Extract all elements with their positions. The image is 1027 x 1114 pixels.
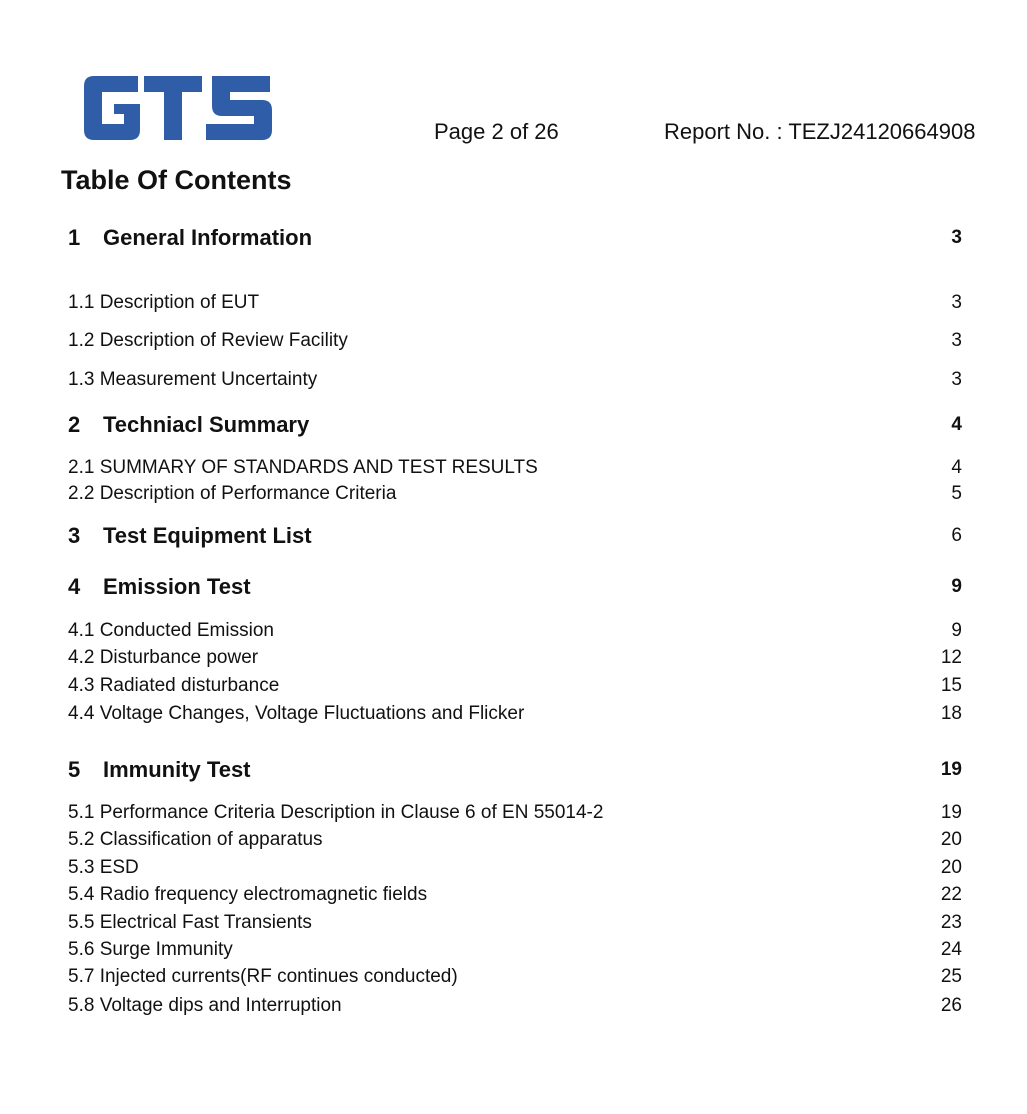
toc-item-label: 5.1 Performance Criteria Description in Clause 6 of EN 55014-2: [68, 802, 604, 823]
toc-item-2-1[interactable]: [68, 455, 962, 481]
toc-item-1-3[interactable]: [68, 367, 962, 393]
toc-page-number: 12: [940, 647, 962, 668]
toc-page-number: 25: [940, 966, 962, 987]
toc-item-5-1[interactable]: [68, 800, 962, 826]
toc-item-label: 4.1 Conducted Emission: [68, 620, 274, 641]
toc-item-5-7[interactable]: [68, 964, 962, 990]
toc-section-number: 2: [68, 412, 81, 437]
toc-item-label: 4.2 Disturbance power: [68, 647, 259, 668]
toc-page-number: 3: [951, 227, 962, 248]
toc-section-number: 4: [68, 574, 81, 599]
toc-page-number: 9: [951, 576, 962, 597]
toc-page-number: 19: [940, 802, 962, 823]
page-number: Page 2 of 26: [434, 119, 559, 144]
toc-item-4-2[interactable]: [68, 645, 962, 671]
toc-section-label: Techniacl Summary: [103, 412, 310, 437]
toc-section-label: Emission Test: [103, 574, 251, 599]
toc-item-5-5[interactable]: [68, 910, 962, 936]
toc-section-3[interactable]: [68, 523, 962, 549]
toc-item-1-2[interactable]: [68, 328, 962, 354]
toc-section-4[interactable]: [68, 574, 962, 600]
toc-item-label: 5.5 Electrical Fast Transients: [68, 912, 312, 933]
toc-title: Table Of Contents: [61, 165, 292, 195]
toc-item-label: 1.2 Description of Review Facility: [68, 330, 348, 351]
toc-item-4-1[interactable]: [68, 618, 962, 644]
gts-logo: [80, 72, 274, 144]
toc-page-number: 5: [951, 483, 962, 504]
toc-item-label: 4.3 Radiated disturbance: [68, 675, 280, 696]
toc-page-number: 4: [951, 414, 962, 435]
toc-item-5-6[interactable]: [68, 937, 962, 963]
toc-item-label: 4.4 Voltage Changes, Voltage Fluctuations and Flicker: [68, 703, 525, 724]
toc-item-label: 5.6 Surge Immunity: [68, 939, 233, 960]
toc-section-label: General Information: [103, 225, 313, 250]
toc-page-number: 9: [951, 620, 962, 641]
toc-item-4-3[interactable]: [68, 673, 962, 699]
toc-page-number: 20: [940, 857, 962, 878]
toc-page-number: 19: [940, 759, 962, 780]
toc-page-number: 4: [951, 457, 962, 478]
toc-page-number: 26: [940, 995, 962, 1016]
toc-item-5-4[interactable]: [68, 882, 962, 908]
toc-page-number: 3: [951, 369, 962, 390]
toc-item-label: 5.2 Classification of apparatus: [68, 829, 323, 850]
toc-page-number: 22: [940, 884, 962, 905]
toc-page-number: 6: [951, 525, 962, 546]
toc-item-label: 5.4 Radio frequency electromagnetic fields: [68, 884, 428, 905]
toc-section-number: 5: [68, 757, 81, 782]
toc-page-number: 15: [940, 675, 962, 696]
toc-item-label: 1.3 Measurement Uncertainty: [68, 369, 318, 390]
toc-item-label: 5.3 ESD: [68, 857, 139, 878]
toc-page-number: 24: [940, 939, 962, 960]
toc-item-label: 5.8 Voltage dips and Interruption: [68, 995, 342, 1016]
toc-section-number: 3: [68, 523, 81, 548]
toc-page-number: 3: [951, 292, 962, 313]
toc-section-1[interactable]: [68, 225, 962, 251]
toc-item-4-4[interactable]: [68, 701, 962, 727]
toc-section-number: 1: [68, 225, 81, 250]
toc-page-number: 20: [940, 829, 962, 850]
toc-page-number: 23: [940, 912, 962, 933]
toc-item-5-2[interactable]: [68, 827, 962, 853]
report-number: Report No. : TEZJ24120664908: [664, 119, 976, 144]
toc-item-label: 1.1 Description of EUT: [68, 292, 260, 313]
toc-item-label: 2.1 SUMMARY OF STANDARDS AND TEST RESULTS: [68, 457, 538, 478]
toc-item-5-3[interactable]: [68, 855, 962, 881]
toc-item-label: 2.2 Description of Performance Criteria: [68, 483, 397, 504]
toc-section-5[interactable]: [68, 757, 962, 783]
toc-page-number: 18: [940, 703, 962, 724]
toc-section-label: Immunity Test: [103, 757, 251, 782]
toc-page-number: 3: [951, 330, 962, 351]
toc-item-label: 5.7 Injected currents(RF continues conducted): [68, 966, 458, 987]
toc-item-1-1[interactable]: [68, 290, 962, 316]
toc-section-label: Test Equipment List: [103, 523, 312, 548]
toc-item-5-8[interactable]: [68, 993, 962, 1019]
toc-item-2-2[interactable]: [68, 481, 962, 507]
toc-section-2[interactable]: [68, 412, 962, 438]
